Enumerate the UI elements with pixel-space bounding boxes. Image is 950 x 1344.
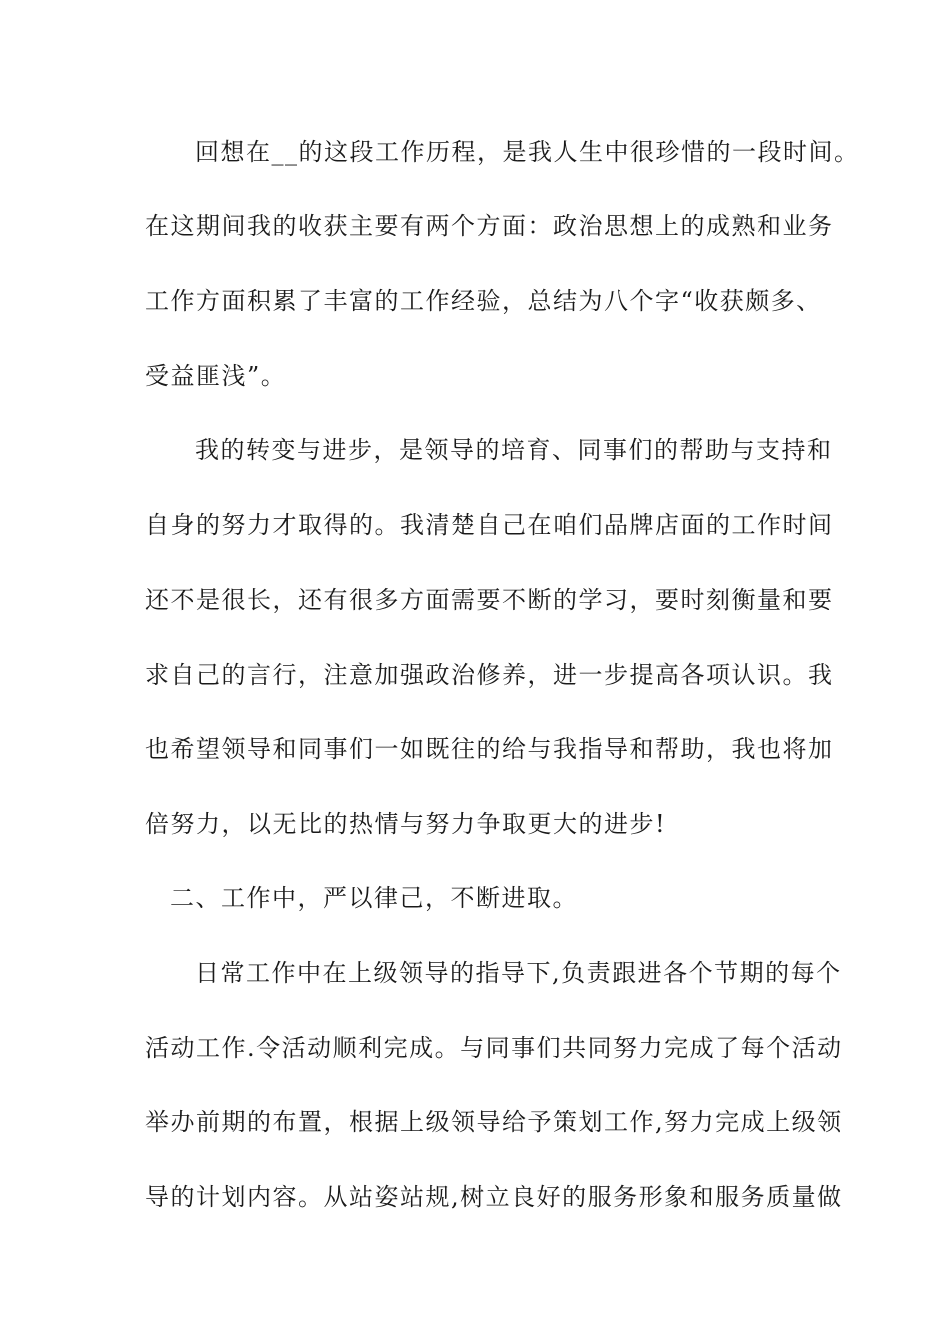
paragraph-3-line-4: 导的计划内容。从站姿站规,树立良好的服务形象和服务质量做 [145,1183,843,1211]
paragraph-3-line-2: 活动工作.令活动顺利完成。与同事们共同努力完成了每个活动 [145,1034,843,1062]
paragraph-2-line-6: 倍努力，以无比的热情与努力争取更大的进步! [145,810,667,838]
paragraph-2-line-3: 还不是很长，还有很多方面需要不断的学习，要时刻衡量和要 [145,586,834,614]
paragraph-1-line-3: 工作方面积累了丰富的工作经验，总结为八个字“收获颇多、 [145,287,822,315]
paragraph-2-line-1: 我的转变与进步，是领导的培育、同事们的帮助与支持和 [195,436,833,464]
paragraph-1-line-4: 受益匪浅”。 [145,362,287,390]
paragraph-2-line-4: 求自己的言行，注意加强政治修养，进一步提高各项认识。我 [145,661,834,689]
paragraph-1-line-2: 在这期间我的收获主要有两个方面：政治思想上的成熟和业务 [145,212,834,240]
paragraph-3-line-1: 日常工作中在上级领导的指导下,负责跟进各个节期的每个 [195,959,842,987]
section-heading: 二、工作中，严以律己，不断进取。 [170,884,578,912]
paragraph-2-line-2: 自身的努力才取得的。我清楚自己在咱们品牌店面的工作时间 [145,511,834,539]
paragraph-1-line-1: 回想在__的这段工作历程，是我人生中很珍惜的一段时间。 [195,138,860,166]
paragraph-2-line-5: 也希望领导和同事们一如既往的给与我指导和帮助，我也将加 [145,735,834,763]
paragraph-3-line-3: 举办前期的布置，根据上级领导给予策划工作,努力完成上级领 [145,1108,843,1136]
